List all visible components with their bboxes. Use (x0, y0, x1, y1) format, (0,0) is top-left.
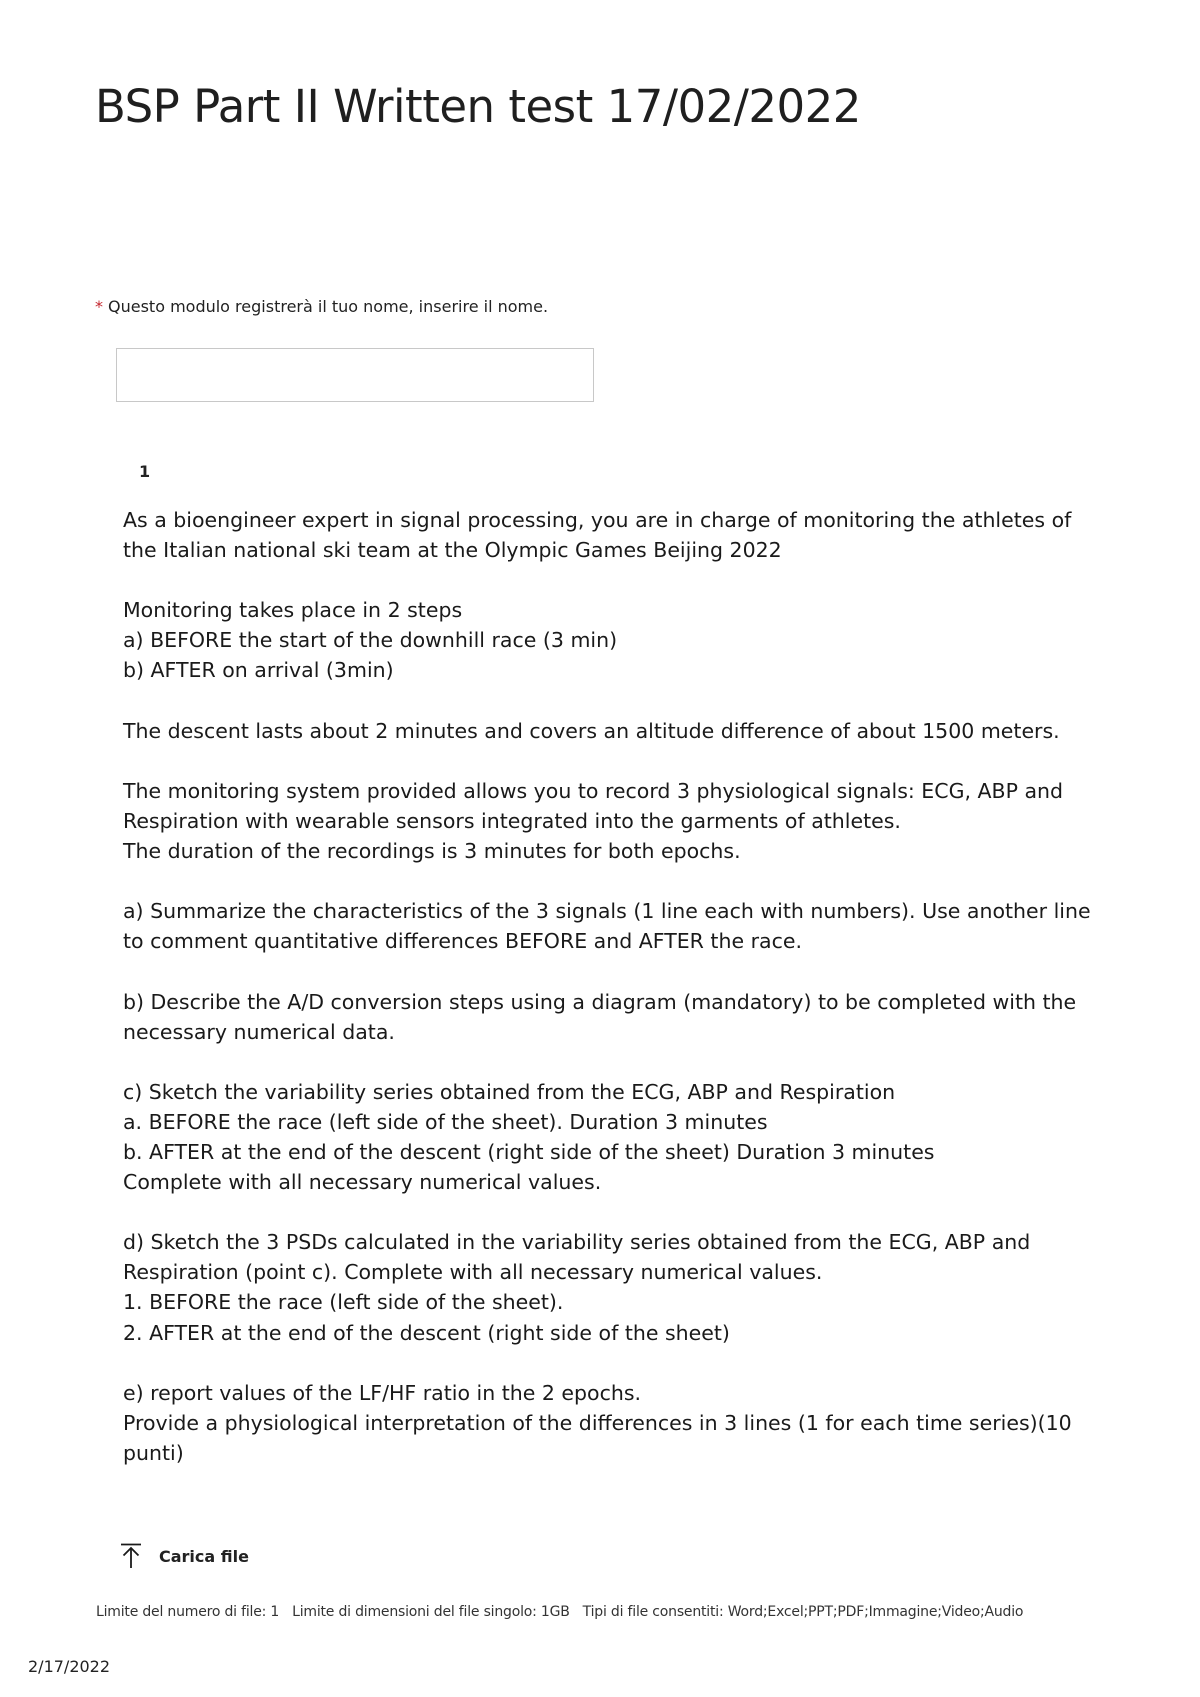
question-text-line: The monitoring system provided allows you to record 3 physiological signals: ECG, ABP and Respiration with wearable sensors integrated into the garments of athletes. (123, 778, 1064, 833)
file-count-limit: Limite del numero di file: 1 (96, 1604, 280, 1620)
paragraph-gap (123, 1047, 1093, 1077)
name-input[interactable] (116, 348, 594, 402)
question-text-line: As a bioengineer expert in signal processing, you are in charge of monitoring the athletes of the Italian national ski team at the Olympic Games Beijing 2022 (123, 508, 1072, 563)
file-limits (96, 1604, 1023, 1620)
question-text-line: d) Sketch the 3 PSDs calculated in the variability series obtained from the ECG, ABP and Respiration (point c). Complete with all necessary numerical values. (123, 1230, 1031, 1285)
footer-date: 2/17/2022 (28, 1657, 111, 1676)
paragraph-gap (123, 866, 1093, 896)
required-mark: * (95, 297, 103, 316)
question-text-line: a) Summarize the characteristics of the 3 signals (1 line each with numbers). Use another line to comment quantitative differences BEFORE and AFTER the race. (123, 899, 1091, 954)
question-body (123, 505, 1093, 1468)
question-text-line: b) AFTER on arrival (3min) (123, 658, 394, 683)
question-text-line: e) report values of the LF/HF ratio in the 2 epochs. (123, 1380, 642, 1405)
question-text-line: Monitoring takes place in 2 steps (123, 598, 463, 623)
question-text-line: c) Sketch the variability series obtained from the ECG, ABP and Respiration (123, 1079, 896, 1104)
paragraph-gap (123, 1348, 1093, 1378)
question-text-line: The duration of the recordings is 3 minutes for both epochs. (123, 839, 741, 864)
paragraph-gap (123, 565, 1093, 595)
question-number: 1 (139, 462, 151, 481)
question-text-line: a) BEFORE the start of the downhill race (3 min) (123, 628, 618, 653)
name-prompt (95, 297, 548, 316)
file-types-allowed: Tipi di file consentiti: Word;Excel;PPT;PDF;Immagine;Video;Audio (582, 1604, 1024, 1620)
question-text-line: The descent lasts about 2 minutes and covers an altitude difference of about 1500 meters. (123, 718, 1060, 743)
question-text-line: b. AFTER at the end of the descent (right side of the sheet) Duration 3 minutes (123, 1139, 935, 1164)
question-text-line: 1. BEFORE the race (left side of the sheet). (123, 1290, 564, 1315)
page-title: BSP Part II Written test 17/02/2022 (95, 80, 861, 133)
paragraph-gap (123, 686, 1093, 716)
file-size-limit: Limite di dimensioni del file singolo: 1GB (292, 1604, 570, 1620)
question-text-line: a. BEFORE the race (left side of the sheet). Duration 3 minutes (123, 1109, 768, 1134)
question-text-line: b) Describe the A/D conversion steps using a diagram (mandatory) to be completed with the necessary numerical data. (123, 989, 1077, 1044)
name-prompt-text: Questo modulo registrerà il tuo nome, inserire il nome. (108, 297, 549, 316)
upload-file-button[interactable] (120, 1543, 249, 1569)
paragraph-gap (123, 746, 1093, 776)
question-text-line: Complete with all necessary numerical values. (123, 1170, 602, 1195)
upload-icon (120, 1543, 142, 1569)
upload-label: Carica file (159, 1546, 249, 1566)
paragraph-gap (123, 956, 1093, 986)
paragraph-gap (123, 1197, 1093, 1227)
question-text-line: 2. AFTER at the end of the descent (right side of the sheet) (123, 1320, 730, 1345)
question-text-line: Provide a physiological interpretation of the differences in 3 lines (1 for each time series)(10 punti) (123, 1410, 1072, 1465)
